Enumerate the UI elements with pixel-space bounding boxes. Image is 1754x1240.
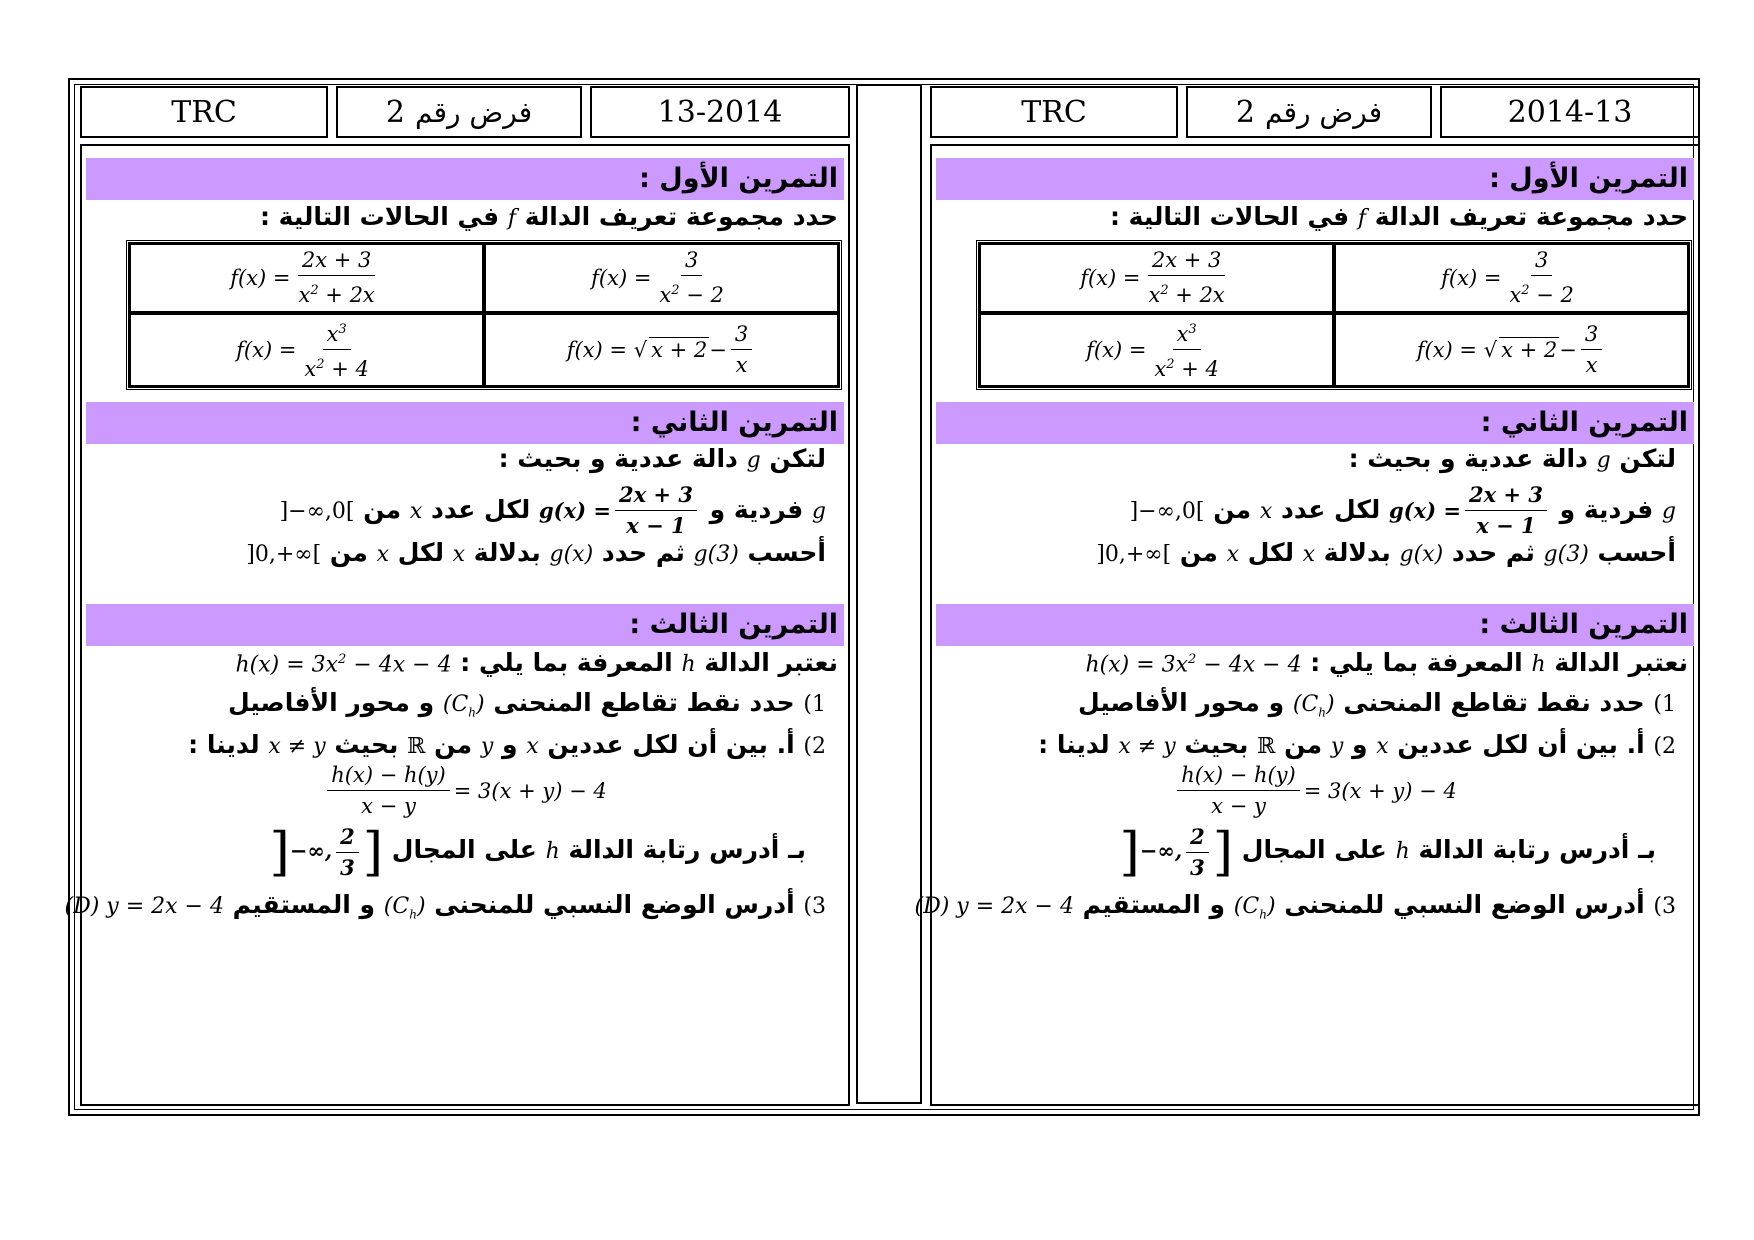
ex2-title: التمرين الثاني : [936,402,1694,444]
ex3-q3: 3) أدرس الوضع النسبي للمنحنى $(C_h)$ و المستقيم (D) y = 2x − 4 [64,890,826,922]
center-spacer [856,84,922,1104]
date-label: 2014-13 [1507,94,1633,130]
func-cell-3: f(x) = $\frac{x^3}{x^2 + 4}$ [979,313,1334,387]
func-cell-4: f(x) = √ x + 2 − $\frac{3}{x}$ [484,313,839,387]
ex3-q1: 1) حدد نقط تقاطع المنحنى $(C_h)$ و محور الأفاصيل [228,688,826,720]
func-cell-1: f(x) = $\frac{2x + 3}{x^2 + 2x}$ [979,243,1334,313]
ex1-title: التمرين الأول : [936,158,1694,200]
ex2-question: أحسب g(3) ثم حدد g(x) بدلالة x لكل x من ]0,+∞[ [1096,538,1676,567]
level-cell: TRC [80,86,328,138]
ex2-intro: لتكن g دالة عددية و بحيث : [1348,444,1676,473]
ex1-title: التمرين الأول : [86,158,844,200]
sheet-body [914,144,1700,1106]
func-cell-3: f(x) = $\frac{x^3}{x^2 + 4}$ [129,313,484,387]
left-sheet [64,86,850,1106]
ex3-intro: نعتبر الدالة h المعرفة بما يلي : $h(x) = 3x^2 - 4x - 4$ [1085,648,1688,677]
ex3-q1: 1) حدد نقط تقاطع المنحنى $(C_h)$ و محور الأفاصيل [1078,688,1676,720]
ex2-intro: لتكن g دالة عددية و بحيث : [498,444,826,473]
title-cell: 2 فرض رقم [336,86,582,138]
ex3-intro: نعتبر الدالة h المعرفة بما يلي : $h(x) = 3x^2 - 4x - 4$ [235,648,838,677]
func-cell-2: f(x) = $\frac{3}{x^2 - 2}$ [484,243,839,313]
ex3-q3: 3) أدرس الوضع النسبي للمنحنى $(C_h)$ و المستقيم (D) y = 2x − 4 [914,890,1676,922]
func-cell-2: f(x) = $\frac{3}{x^2 - 2}$ [1334,243,1689,313]
functions-table [126,240,842,390]
ex1-instruction: حدد مجموعة تعريف الدالة f في الحالات التالية : [259,202,838,231]
level-cell: TRC [930,86,1178,138]
ex3-q2a: 2) أ. بين أن لكل عددين x و y من ℝ بحيث x ≠ y لدينا : [1038,730,1676,759]
func-cell-4: f(x) = √ x + 2 − $\frac{3}{x}$ [1334,313,1689,387]
ex3-q2b: بـ أدرس رتابة الدالة h على المجال ]−∞, $\frac{2}{3}$ ] [269,822,806,883]
sheet-body [64,144,850,1106]
ex2-condition: g فردية و g(x) = $\frac{2x + 3}{x - 1}$ لكل عدد x من ]−∞,0[ [279,482,826,538]
right-sheet [914,86,1700,1106]
date-cell [590,86,850,138]
ex3-equation: $\frac{h(x) - h(y)}{x - y}$ = 3(x + y) − 4 [932,762,1698,819]
ex3-title: التمرين الثالث : [936,604,1694,646]
date-label: 13-2014 [657,94,783,130]
title-cell: 2 فرض رقم [1186,86,1432,138]
ex3-q2b: بـ أدرس رتابة الدالة h على المجال ]−∞, $\frac{2}{3}$ ] [1119,822,1656,883]
func-cell-1: f(x) = $\frac{2x + 3}{x^2 + 2x}$ [129,243,484,313]
ex2-question: أحسب g(3) ثم حدد g(x) بدلالة x لكل x من ]0,+∞[ [246,538,826,567]
ex3-equation: $\frac{h(x) - h(y)}{x - y}$ = 3(x + y) − 4 [82,762,848,819]
ex3-q2a: 2) أ. بين أن لكل عددين x و y من ℝ بحيث x ≠ y لدينا : [188,730,826,759]
functions-table [976,240,1692,390]
date-cell [1440,86,1700,138]
ex1-instruction: حدد مجموعة تعريف الدالة f في الحالات التالية : [1109,202,1688,231]
ex2-title: التمرين الثاني : [86,402,844,444]
ex2-condition: g فردية و g(x) = $\frac{2x + 3}{x - 1}$ لكل عدد x من ]−∞,0[ [1129,482,1676,538]
ex3-title: التمرين الثالث : [86,604,844,646]
